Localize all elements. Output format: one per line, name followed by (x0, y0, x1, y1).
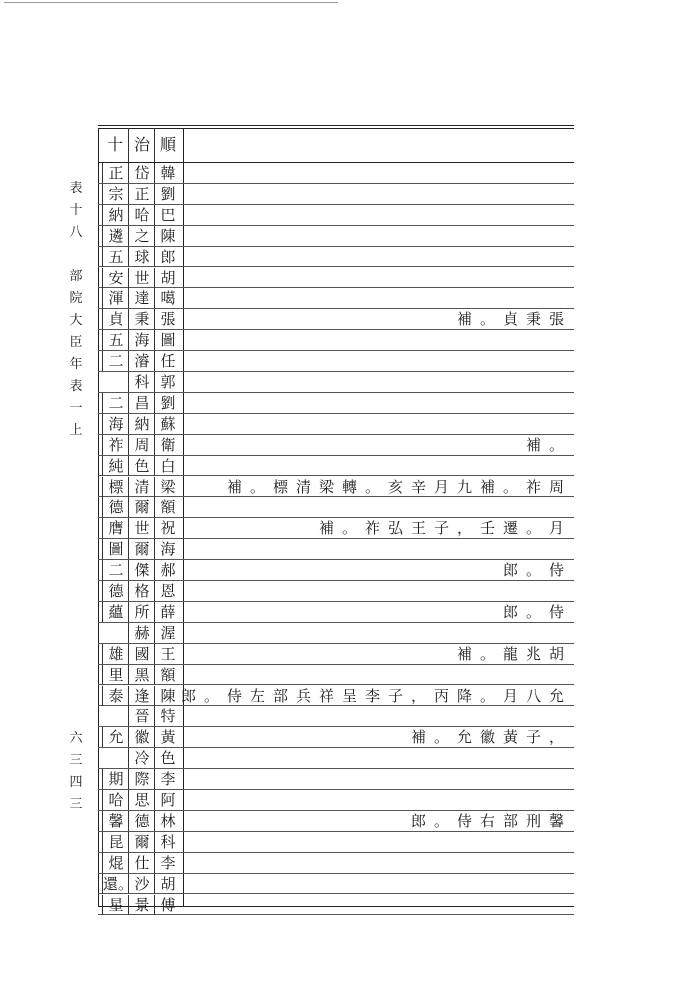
name-char: 王 (154, 644, 181, 664)
name-char: 安 (102, 268, 129, 288)
name-char: 清 (128, 477, 155, 497)
name-char: 衛 (154, 435, 181, 455)
margin-title-char: 年 (69, 357, 83, 372)
name-char: 色 (154, 748, 181, 768)
name-char: 郝 (154, 560, 181, 580)
table-row (98, 184, 574, 205)
table-header (98, 128, 574, 162)
name-char: 周 (128, 435, 155, 455)
name-char: 世 (128, 518, 155, 538)
name-char: 宗 (102, 184, 129, 204)
table-row (98, 456, 574, 477)
table-row (98, 518, 574, 539)
name-char: 爾 (128, 539, 155, 559)
table-row (98, 686, 574, 707)
table-row (98, 644, 574, 665)
margin-title-char: 表 (69, 181, 83, 196)
name-char: 渥 (154, 623, 181, 643)
table-row (98, 309, 574, 330)
name-char: 晉 (128, 706, 155, 726)
page-number (66, 732, 86, 820)
name-char: 德 (102, 497, 129, 517)
name-char: 國 (128, 644, 155, 664)
margin-title-char: 一 (69, 401, 83, 416)
margin-title-char: 大 (69, 313, 83, 328)
name-char: 爾 (128, 497, 155, 517)
scan-edge-line (4, 2, 338, 3)
name-char: 遴 (102, 226, 129, 246)
table-row (98, 163, 574, 184)
margin-title-char: 院 (69, 291, 83, 306)
name-char: 納 (128, 414, 155, 434)
page-number-char: 六 (69, 731, 83, 746)
name-char: 阿 (154, 790, 181, 810)
table-row (98, 393, 574, 414)
name-char: 李 (154, 853, 181, 873)
name-char: 純 (102, 456, 129, 476)
table-row (98, 602, 574, 623)
name-char: 林 (154, 811, 181, 831)
margin-title-char (66, 248, 86, 270)
table-row (98, 727, 574, 748)
name-char: 徽 (128, 727, 155, 747)
name-char: 陳 (154, 686, 181, 706)
name-char: 郎 (154, 247, 181, 267)
name-char: 允 (102, 727, 129, 747)
name-char: 黑 (128, 665, 155, 685)
name-char: 蘊 (102, 602, 129, 622)
margin-title-char: 八 (69, 225, 83, 240)
table-row (98, 539, 574, 560)
name-char: 納 (102, 205, 129, 225)
margin-title-char: 十 (69, 203, 83, 218)
name-char: 色 (128, 456, 155, 476)
header-char: 治 (128, 128, 155, 162)
row-entry-text: 郎。侍 (502, 602, 572, 621)
table-row (98, 874, 574, 895)
name-char: 還。 (103, 874, 134, 893)
row-entry-text: 郎。侍右部刑馨 (410, 811, 572, 830)
margin-title-char: 表 (69, 379, 83, 394)
page-number-char: 四 (69, 775, 83, 790)
name-char: 海 (154, 539, 181, 559)
name-char: 白 (154, 456, 181, 476)
name-char: 冷 (128, 748, 155, 768)
table-row (98, 623, 574, 644)
name-char: 標 (102, 477, 129, 497)
name-char: 特 (154, 706, 181, 726)
name-char: 際 (128, 769, 155, 789)
table-row (98, 581, 574, 602)
table-row (98, 288, 574, 309)
name-char: 達 (128, 288, 155, 308)
name-char: 韓 (154, 163, 181, 183)
row-entry-text: 補。 (525, 435, 572, 454)
row-entry-text: 郎。侍左部兵祥呈李子，丙降。月八允 (180, 686, 572, 705)
table-row (98, 811, 574, 832)
name-char: 梁 (154, 477, 181, 497)
name-char: 恩 (154, 581, 181, 601)
name-char: 額 (154, 497, 181, 517)
name-char: 額 (154, 665, 181, 685)
table-row (98, 832, 574, 853)
name-char: 星 (102, 895, 129, 915)
page-number-char: 三 (69, 797, 83, 812)
name-char: 膺 (102, 518, 129, 538)
name-char: 爾 (128, 832, 155, 852)
name-char: 球 (128, 247, 155, 267)
name-char: 里 (102, 665, 129, 685)
name-char: 海 (102, 414, 129, 434)
name-char: 德 (102, 581, 129, 601)
row-entry-text: 補。允徽黃子， (410, 728, 572, 747)
table-row (98, 435, 574, 456)
name-char: 祚 (102, 435, 129, 455)
row-entry-text: 郎。侍 (502, 561, 572, 580)
name-char: 期 (102, 769, 129, 789)
name-char: 五 (102, 330, 129, 350)
name-char: 正 (128, 184, 155, 204)
name-char: 泰 (102, 686, 129, 706)
row-entry-text: 補。標清梁轉。亥辛月九補。祚周 (226, 477, 572, 496)
name-char: 正 (102, 163, 129, 183)
name-char: 祝 (154, 518, 181, 538)
name-char: 圖 (102, 539, 129, 559)
table-row (98, 665, 574, 686)
name-char: 德 (128, 811, 155, 831)
name-char: 五 (102, 247, 129, 267)
name-char: 二 (102, 351, 129, 371)
name-char: 格 (128, 581, 155, 601)
table-row (98, 226, 574, 247)
name-char: 焜 (102, 853, 129, 873)
name-char: 渾 (102, 288, 129, 308)
name-char: 思 (128, 790, 155, 810)
name-char: 噶 (154, 288, 181, 308)
table-row (98, 268, 574, 289)
name-char: 沙 (128, 874, 155, 894)
name-char: 任 (154, 351, 181, 371)
name-char: 薛 (154, 602, 181, 622)
header-char: 十 (106, 135, 123, 154)
name-char: 濬 (128, 351, 155, 371)
margin-title-char: 上 (69, 423, 83, 438)
name-char: 陳 (154, 226, 181, 246)
name-char: 郭 (154, 372, 181, 392)
name-char: 之 (128, 226, 155, 246)
table-row (98, 330, 574, 351)
name-char: 哈 (102, 790, 129, 810)
margin-title (66, 182, 86, 446)
table-row (98, 560, 574, 581)
name-char: 岱 (128, 163, 155, 183)
row-entry-text: 補。貞秉張 (456, 310, 572, 329)
table-row (98, 205, 574, 226)
name-char: 傅 (154, 895, 181, 915)
name-char: 所 (128, 602, 155, 622)
name-char: 巴 (154, 205, 181, 225)
name-char: 景 (128, 895, 155, 915)
name-char: 仕 (128, 853, 155, 873)
name-char: 傑 (128, 560, 155, 580)
name-char: 逢 (128, 686, 155, 706)
name-char: 二 (102, 560, 129, 580)
header-char: 順 (154, 128, 181, 162)
table-row (98, 247, 574, 268)
page-number-char: 三 (69, 753, 83, 768)
name-char: 二 (102, 393, 129, 413)
table-row (98, 477, 574, 498)
name-char: 劉 (154, 393, 181, 413)
name-char: 雄 (102, 644, 129, 664)
table-row (98, 706, 574, 727)
table-row (98, 769, 574, 790)
name-char: 張 (154, 309, 181, 329)
table-top-rule (98, 125, 574, 126)
name-char: 秉 (128, 309, 155, 329)
name-char: 李 (154, 769, 181, 789)
name-char: 海 (128, 330, 155, 350)
table-row (98, 497, 574, 518)
table-row (98, 414, 574, 435)
name-char: 馨 (102, 811, 129, 831)
name-char: 劉 (154, 184, 181, 204)
name-char: 世 (128, 268, 155, 288)
name-char: 昌 (128, 393, 155, 413)
table-row (98, 790, 574, 811)
row-entry-text: 補。龍兆胡 (456, 644, 572, 663)
table-row (98, 372, 574, 393)
row-entry-text: 補。祚弘王子，壬遷。月 (318, 519, 572, 538)
name-char: 貞 (102, 309, 129, 329)
name-char: 蘇 (154, 414, 181, 434)
name-char: 黃 (154, 727, 181, 747)
name-char: 科 (128, 372, 155, 392)
name-char: 赫 (128, 623, 155, 643)
name-char: 胡 (154, 268, 181, 288)
margin-title-char: 臣 (69, 335, 83, 350)
margin-title-char: 部 (69, 269, 83, 284)
table-row (98, 895, 574, 916)
name-char: 胡 (154, 874, 181, 894)
name-char: 圖 (154, 330, 181, 350)
table-row (98, 853, 574, 874)
table-row (98, 748, 574, 769)
name-char: 科 (154, 832, 181, 852)
name-char: 昆 (102, 832, 129, 852)
name-char: 哈 (128, 205, 155, 225)
table-row (98, 351, 574, 372)
